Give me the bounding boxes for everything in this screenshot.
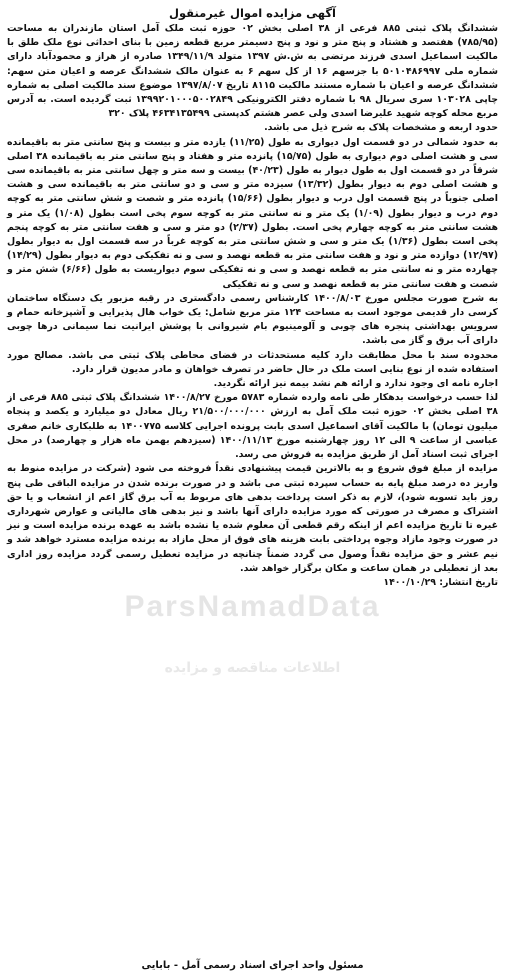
boundaries-heading: حدود اربعه و مشخصات پلاک به شرح ذیل می باشد. [264, 122, 498, 134]
watermark-logo: ParsNamadData [124, 590, 381, 623]
boundaries-text: به حدود شمالی در دو قسمت اول دیواری به طول (۱۱/۲۵) یازده متر و بیست و پنج سانتی متر به باقیمانده سی و هشت اصلی دوم دیواری به طول (۱۵/۷۵) پانزده متر و هفتاد و پنج سانتی متر به باقیمانده ۳۸ اصلی شرقاً در دو قسمت اول به طول دیوار به طول (۴۰/۲۳) بیست و سه متر و چهل سانتی متر به باقیمانده سی و هشت اصلی دوم به دیوار بطول (۱۳/۳۲) سیزده متر و سی و دو سانتی متر به باقیمانده سی و هشت اصلی جنوباً در پنج قسمت اول درب و دیوار بطول (۱۵/۶۶) پانزده متر و شصت و شش سانتی متر به کوچه دوم درب و دیوار بطول (۱/۰۹) یک متر و نه سانتی متر به کوچه سوم پخی است بطول (۱/۰۸) یک متر و هشت سانتی متر به کوچه چهارم پخی است. بطول (۲/۳۷) دو متر و سی و هفت سانتی متر به کوچه پنجم پخی است بطول (۱/۳۶) یک متر و سی و شش سانتی متر به کوچه غرباً در سه قسمت اول به دیوار بطول (۱۲/۹۷) دوازده متر و نود و هفت سانتی متر به قطعه نهصد و سی و نه تفکیکی دوم به دیوار بطول (۱۴/۲۹) چهارده متر و نه سانتی متر به قطعه نهصد و سی و نه تفکیکی سوم دیواریست به طول (۶/۶۶) شش متر و شصت و هفت سانتی متر به قطعه نهصد و سی و نه تفکیکی [7, 136, 499, 290]
lease-note: اجاره نامه ای وجود ندارد و ارائه هم نشد بیمه نیز ارائه نگردید. [213, 378, 498, 390]
expert-report: به شرح صورت مجلس مورخ ۱۴۰۰/۸/۰۳ کارشناس رسمی دادگستری در رقبه مزبور یک دستگاه ساختمان کرسی دار قدیمی موجود است به مساحت ۱۲۴ متر مربع شامل: یک خواب هال پذیرایی و آشپزخانه حمام و سرویس بهداشتی پنجره های چوبی و آلومینیوم بام شیروانی با پوشش ایرانیت نما سیمانی درها چوبی دارای آب برق و گاز می باشد. [7, 292, 498, 347]
document-conformity: محدوده سند با محل مطابقت دارد کلیه مستحدثات در فضای محاطی پلاک ثبتی می باشد. مصالح مورد استفاده شده از نوع بنایی است ملک در حال حاضر در تصرف خواهان و مادر مدیون قرار دارد. [7, 349, 498, 375]
property-description: ششدانگ پلاک ثبتی ۸۸۵ فرعی از ۳۸ اصلی بخش ۰۲ حوزه ثبت ملک آمل استان مازندران به مساحت (۷۸۵/۹۵) هفتصد و هشتاد و پنج متر و نود و پنج دسیمتر مربع قطعه زمین با بنای احداثی نوع ملک طلق با مالکیت اسماعیل اسدی فرزند مرتضی به ش.ش ۱۳۹۷ متولد ۱۳۴۹/۱۱/۹ صادره از هراز و محمودآباد دارای شماره ملی ۵۰۱۰۴۸۶۹۹۷ با جزسهم ۱۶ از کل سهم ۶ به عنوان مالک ششدانگ عرصه و اعیان متن سهم: ششدانگ عرصه و اعیان با شماره مستند مالکیت ۸۱۱۵ تاریخ ۱۳۹۷/۸/۰۷ موضوع سند مالکیت اصلی به شماره چاپی ۱۰۳۰۲۸ سری سریال ۹۸ با شماره دفتر الکترونیکی ۱۳۹۹۲۰۱۰۰۰۵۰۰۲۸۴۹ ثبت گردیده است. به آدرس مربع محله کوچه شهید علیرضا اسدی ولی عصر هشتم کدپستی ۴۶۳۴۱۳۵۴۹۹ پلاک ۳۲۰ [7, 23, 499, 120]
ad-title: آگهی مزایده اموال غیرمنقول [168, 6, 336, 20]
watermark-subtitle: اطلاعات مناقصه و مزایده [164, 660, 341, 676]
signature: مسئول واحد اجرای اسناد رسمی آمل - بابایی [141, 960, 364, 971]
auction-announcement: لذا حسب درخواست بدهکار طی نامه وارده شماره ۵۷۸۳ مورخ ۱۴۰۰/۸/۲۷ ششدانگ پلاک ثبتی ۸۸۵ فرعی از ۳۸ اصلی بخش ۰۲ حوزه ثبت ملک آمل به ارزش ۲۱/۵۰۰/۰۰۰/۰۰۰ ریال معادل دو میلیارد و یکصد و پنجاه میلیون تومان) با مالکیت آقای اسماعیل اسدی بابت پرونده اجرایی کلاسه ۱۴۰۰۷۷۵ به طلبکاری خانم صفری عباسی از ساعت ۹ الی ۱۲ روز چهارشنبه مورخ ۱۴۰۰/۱۱/۱۳ (سیزدهم بهمن ماه هزار و چهارصد) در محل اجرای ثبت اسناد آمل از طریق مزایده به فروش می رسد. [7, 392, 499, 461]
auction-terms: مزایده از مبلغ فوق شروع و به بالاترین قیمت پیشنهادی نقداً فروخته می شود (شرکت در مزایده منوط به واریز ده درصد مبلغ پایه به حساب سپرده ثبتی می باشد و در صورت برنده شدن در مزایده الباقی طی پنج روز باید تسویه شود)، لازم به ذکر است پرداخت بدهی های مربوط به آب برق گاز اعم از انشعاب و یا حق اشتراک و مصرف در صورتی که مورد مزایده دارای آنها باشد و نیز بدهی های مالیاتی و عوارض شهرداری غیره تا تاریخ مزایده اعم از اینکه رقم قطعی آن معلوم شده یا نشده باشد به عهده برنده مزایده است و نیز در صورت وجود مازاد وجوه پرداختی بابت هزینه های فوق از محل مازاد به برنده مزایده مسترد خواهد شد و نیم عشر و حق مزایده نقداً وصول می گردد ضمناً چنانچه در مزایده تعطیل رسمی گردد مزایده روز اداری بعد از تعطیلی در همان ساعت و مکان برگزار خواهد شد. [7, 463, 498, 574]
publish-date: تاریخ انتشار: ۱۴۰۰/۱۰/۲۹ [383, 576, 498, 588]
